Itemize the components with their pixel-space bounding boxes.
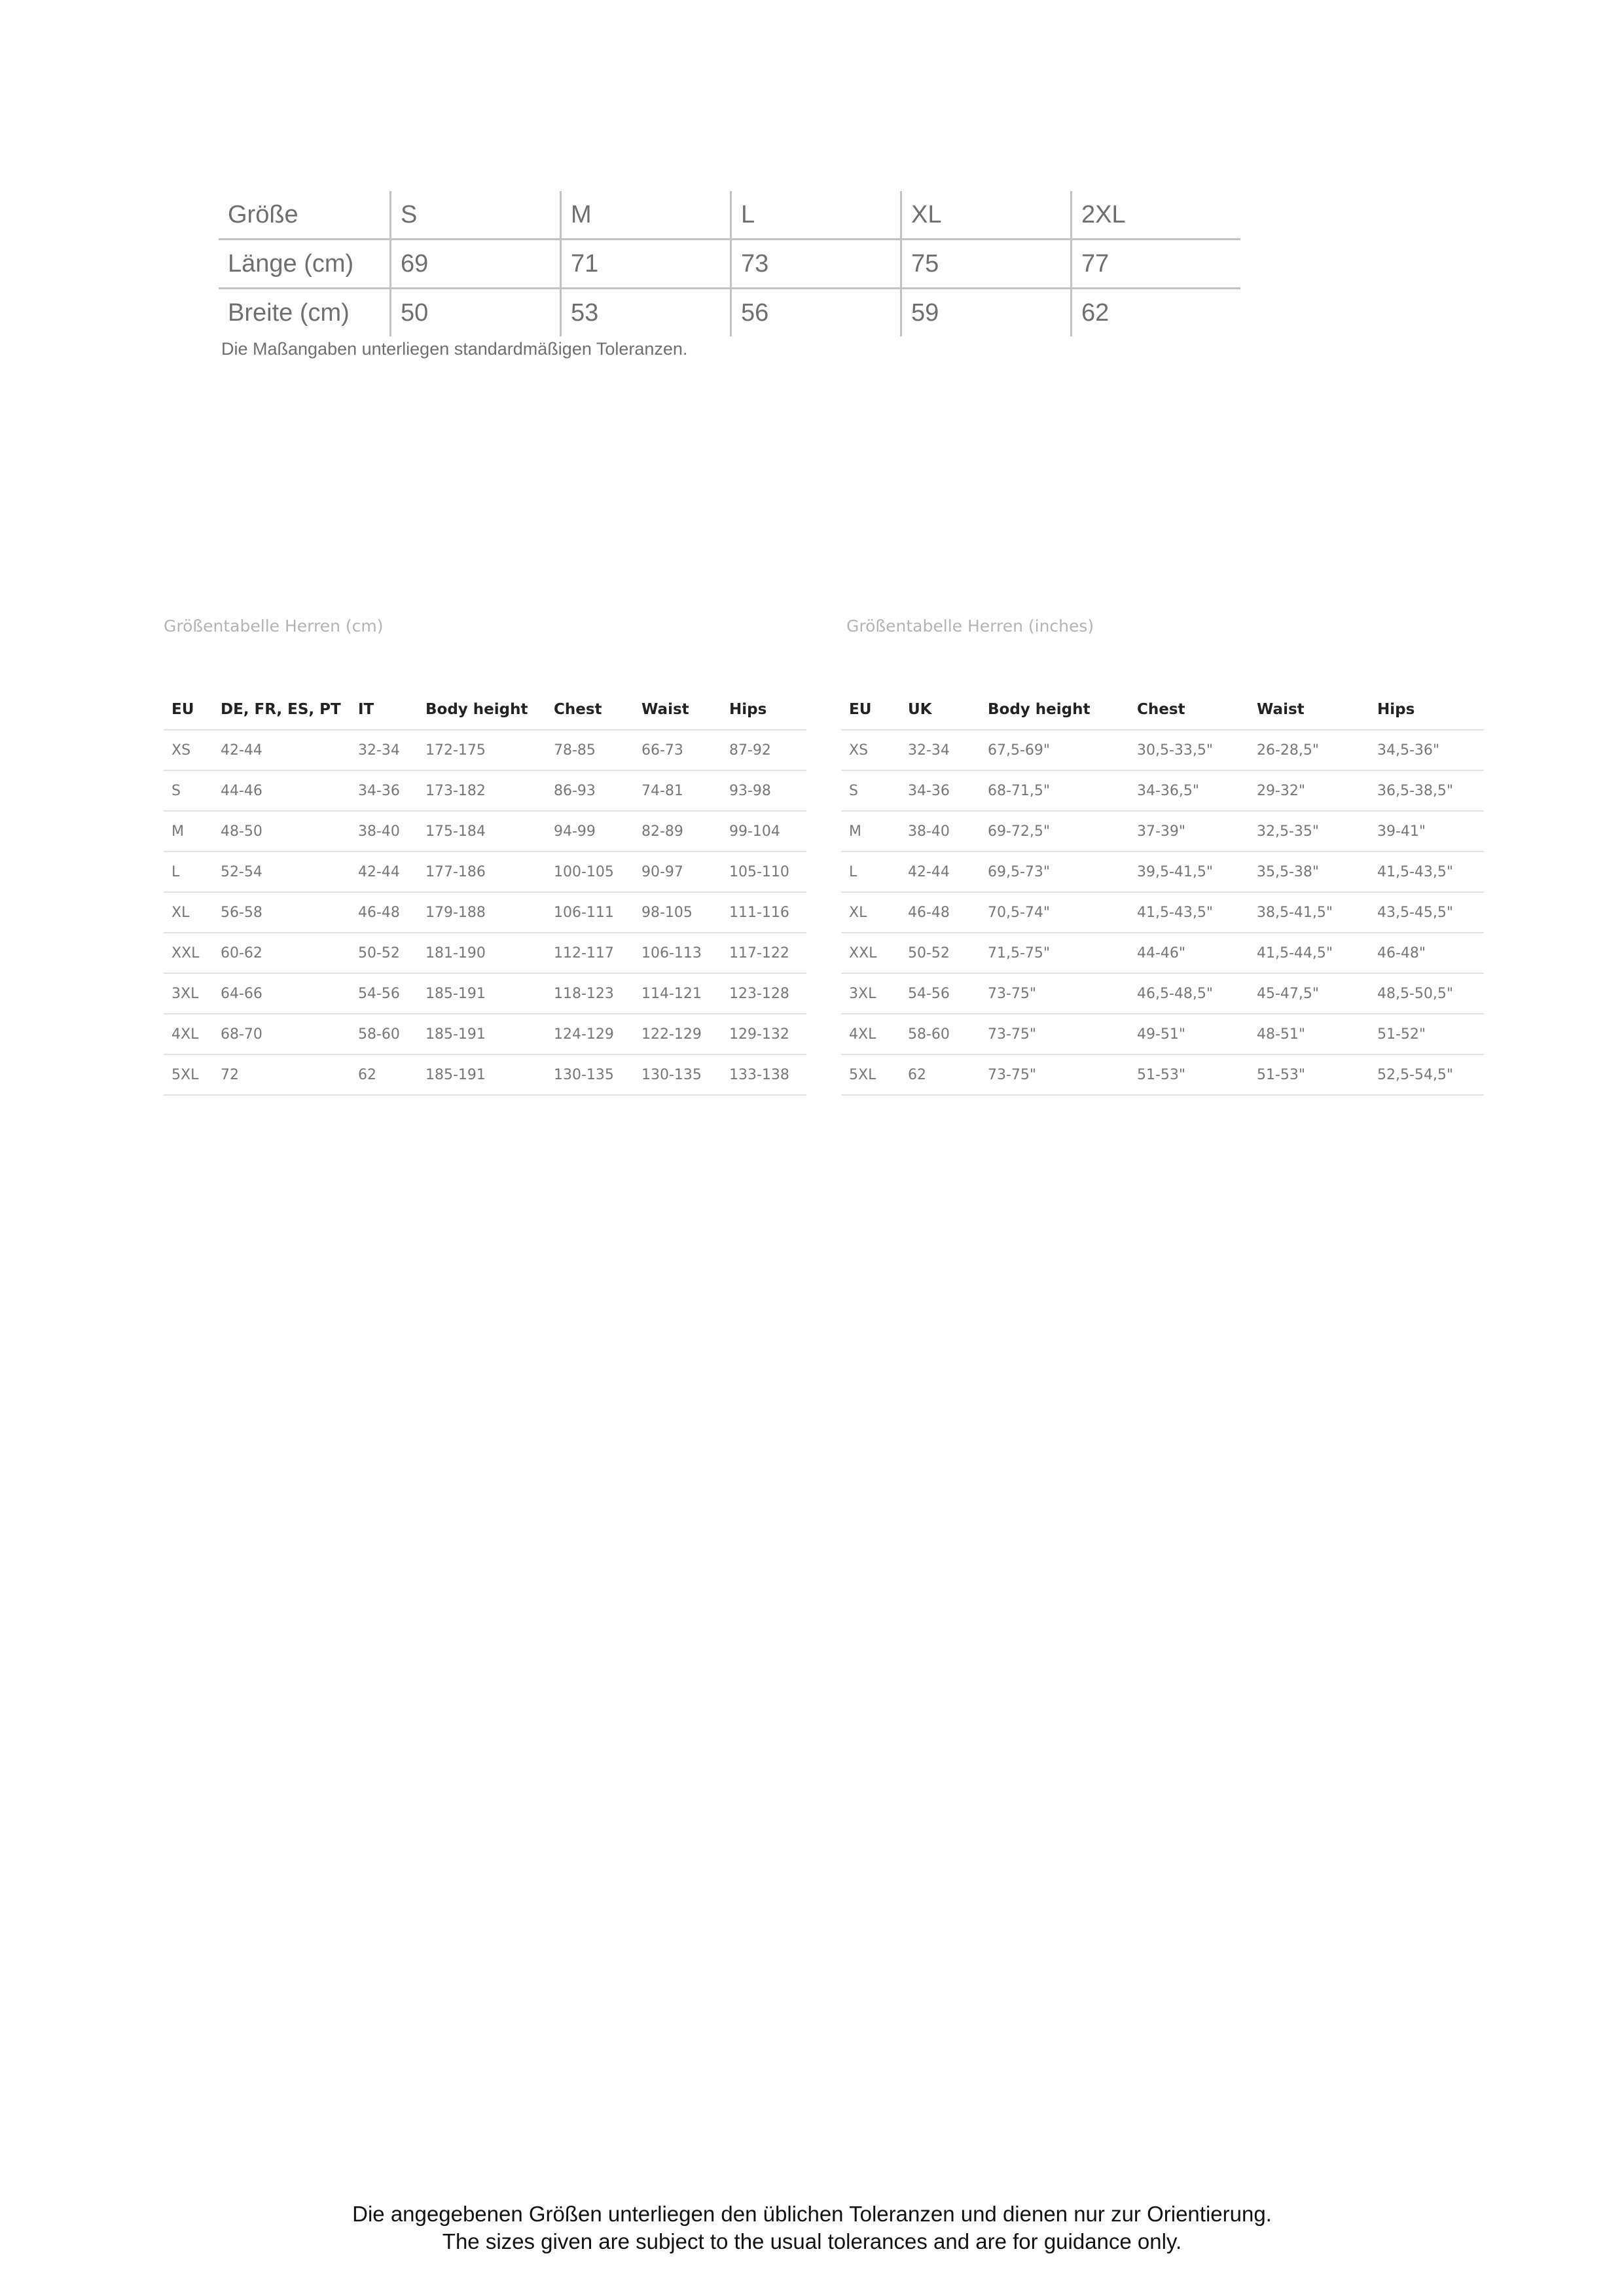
table-cell: 129-132 xyxy=(721,1014,806,1054)
table-cell: 66-73 xyxy=(634,730,721,770)
table-cell: 124-129 xyxy=(546,1014,634,1054)
table-row xyxy=(841,973,1484,1014)
column-header: UK xyxy=(900,690,980,730)
table-cell: Größe xyxy=(219,191,391,240)
table-cell: Länge (cm) xyxy=(219,240,391,289)
table-cell: 41,5-44,5" xyxy=(1249,933,1369,973)
table-cell: 62 xyxy=(1071,289,1240,337)
table-row xyxy=(841,811,1484,852)
table-cell: 32-34 xyxy=(350,730,418,770)
table-cell: S xyxy=(841,770,900,811)
column-header: Chest xyxy=(1129,690,1249,730)
table-cell: 43,5-45,5" xyxy=(1369,892,1484,933)
size-measurements-table xyxy=(219,191,1240,336)
table-cell: 73 xyxy=(731,240,901,289)
table-cell: 58-60 xyxy=(350,1014,418,1054)
table-cell: 73-75" xyxy=(980,1054,1129,1095)
table-cell: 70,5-74" xyxy=(980,892,1129,933)
table-cell: 54-56 xyxy=(900,973,980,1014)
column-header: Hips xyxy=(721,690,806,730)
table-row xyxy=(841,852,1484,892)
table-cell: 67,5-69" xyxy=(980,730,1129,770)
table-cell: 99-104 xyxy=(721,811,806,852)
table-cell: 181-190 xyxy=(418,933,546,973)
table-row xyxy=(841,933,1484,973)
table-cell: XL xyxy=(841,892,900,933)
column-header: Waist xyxy=(634,690,721,730)
table-cell: 185-191 xyxy=(418,1054,546,1095)
men-size-table-cm xyxy=(164,690,806,1096)
table-cell: 45-47,5" xyxy=(1249,973,1369,1014)
table-cell: 60-62 xyxy=(213,933,350,973)
table-row xyxy=(164,933,806,973)
column-header: Chest xyxy=(546,690,634,730)
table-cell: 58-60 xyxy=(900,1014,980,1054)
table-cell: 118-123 xyxy=(546,973,634,1014)
table-cell: 34,5-36" xyxy=(1369,730,1484,770)
table-cell: 3XL xyxy=(841,973,900,1014)
table-cell: 86-93 xyxy=(546,770,634,811)
table-cell: 69-72,5" xyxy=(980,811,1129,852)
table-cell: 35,5-38" xyxy=(1249,852,1369,892)
table-cell: 177-186 xyxy=(418,852,546,892)
table-row xyxy=(164,770,806,811)
table-cell: 29-32" xyxy=(1249,770,1369,811)
footer-line-english: The sizes given are subject to the usual tolerances and are for guidance only. xyxy=(442,2229,1182,2253)
table-cell: 38-40 xyxy=(900,811,980,852)
table-cell: 5XL xyxy=(164,1054,213,1095)
table-cell: 105-110 xyxy=(721,852,806,892)
size-measurements-body xyxy=(219,191,1240,336)
table-cell: M xyxy=(841,811,900,852)
table-row xyxy=(164,973,806,1014)
table-cell: 44-46" xyxy=(1129,933,1249,973)
footer-line-german: Die angegebenen Größen unterliegen den üblichen Toleranzen und dienen nur zur Orientierung. xyxy=(352,2202,1272,2226)
table-cell: 172-175 xyxy=(418,730,546,770)
table-cell: 72 xyxy=(213,1054,350,1095)
table-cell: 98-105 xyxy=(634,892,721,933)
table-cell: 42-44 xyxy=(900,852,980,892)
table-cell: 41,5-43,5" xyxy=(1129,892,1249,933)
table-cell: 74-81 xyxy=(634,770,721,811)
table-cell: 42-44 xyxy=(213,730,350,770)
table-cell: 48,5-50,5" xyxy=(1369,973,1484,1014)
column-header: DE, FR, ES, PT xyxy=(213,690,350,730)
table-cell: XL xyxy=(164,892,213,933)
table-cell: 52-54 xyxy=(213,852,350,892)
table-cell: 32,5-35" xyxy=(1249,811,1369,852)
table-cell: 46-48 xyxy=(900,892,980,933)
table-cell: 173-182 xyxy=(418,770,546,811)
table-row xyxy=(164,852,806,892)
table-cell: 62 xyxy=(900,1054,980,1095)
table-cell: L xyxy=(164,852,213,892)
table-cell: 59 xyxy=(901,289,1071,337)
column-header: Hips xyxy=(1369,690,1484,730)
table-row xyxy=(164,892,806,933)
table-cell: 3XL xyxy=(164,973,213,1014)
table-cell: 26-28,5" xyxy=(1249,730,1369,770)
table-cell: 73-75" xyxy=(980,973,1129,1014)
table-cell: 38-40 xyxy=(350,811,418,852)
table-body xyxy=(164,730,806,1095)
table-cell: 48-51" xyxy=(1249,1014,1369,1054)
table-cell: 179-188 xyxy=(418,892,546,933)
table-cell: 32-34 xyxy=(900,730,980,770)
table-cell: 2XL xyxy=(1071,191,1240,240)
table-row xyxy=(219,240,1240,289)
table-row xyxy=(219,289,1240,337)
table-cell: 42-44 xyxy=(350,852,418,892)
table-cell: 50 xyxy=(391,289,561,337)
table-cell: 4XL xyxy=(164,1014,213,1054)
table-cell: 175-184 xyxy=(418,811,546,852)
table-cell: 185-191 xyxy=(418,973,546,1014)
table-cell: 5XL xyxy=(841,1054,900,1095)
table-cell: 82-89 xyxy=(634,811,721,852)
table-cell: XS xyxy=(841,730,900,770)
table-row xyxy=(841,770,1484,811)
men-cm-title: Größentabelle Herren (cm) xyxy=(164,617,384,636)
table-cell: 69,5-73" xyxy=(980,852,1129,892)
table-row xyxy=(219,191,1240,240)
table-cell: 36,5-38,5" xyxy=(1369,770,1484,811)
table-cell: S xyxy=(391,191,561,240)
table-cell: 46,5-48,5" xyxy=(1129,973,1249,1014)
table-cell: 46-48" xyxy=(1369,933,1484,973)
table-cell: 73-75" xyxy=(980,1014,1129,1054)
table-cell: 56 xyxy=(731,289,901,337)
table-cell: 87-92 xyxy=(721,730,806,770)
tolerance-note: Die Maßangaben unterliegen standardmäßigen Toleranzen. xyxy=(221,339,688,359)
table-row xyxy=(164,1054,806,1095)
table-cell: XXL xyxy=(841,933,900,973)
table-cell: 46-48 xyxy=(350,892,418,933)
table-cell: XXL xyxy=(164,933,213,973)
table-cell: 51-53" xyxy=(1249,1054,1369,1095)
table-row xyxy=(164,730,806,770)
table-cell: 185-191 xyxy=(418,1014,546,1054)
table-cell: 51-52" xyxy=(1369,1014,1484,1054)
table-cell: 51-53" xyxy=(1129,1054,1249,1095)
table-cell: 39-41" xyxy=(1369,811,1484,852)
table-cell: 53 xyxy=(561,289,731,337)
men-inches-title: Größentabelle Herren (inches) xyxy=(846,617,1094,636)
table-cell: 68-70 xyxy=(213,1014,350,1054)
table-cell: M xyxy=(164,811,213,852)
table-cell: 130-135 xyxy=(634,1054,721,1095)
table-cell: 90-97 xyxy=(634,852,721,892)
footer-disclaimer xyxy=(0,2200,1624,2255)
table-cell: 50-52 xyxy=(900,933,980,973)
table-row xyxy=(164,811,806,852)
table-row xyxy=(841,892,1484,933)
table-cell: S xyxy=(164,770,213,811)
table-cell: 130-135 xyxy=(546,1054,634,1095)
column-header: Body height xyxy=(418,690,546,730)
table-cell: 52,5-54,5" xyxy=(1369,1054,1484,1095)
table-cell: Breite (cm) xyxy=(228,298,350,327)
table-cell: 78-85 xyxy=(546,730,634,770)
table-cell: 100-105 xyxy=(546,852,634,892)
table-cell: 37-39" xyxy=(1129,811,1249,852)
table-row xyxy=(164,1014,806,1054)
table-cell: 71 xyxy=(561,240,731,289)
table-row xyxy=(841,730,1484,770)
table-cell: 112-117 xyxy=(546,933,634,973)
table-cell: 69 xyxy=(391,240,561,289)
table-cell: 48-50 xyxy=(213,811,350,852)
table-cell: 71,5-75" xyxy=(980,933,1129,973)
table-header-row xyxy=(164,690,806,730)
column-header: IT xyxy=(350,690,418,730)
table-row xyxy=(841,1014,1484,1054)
table-cell: 62 xyxy=(350,1054,418,1095)
table-body xyxy=(841,730,1484,1095)
table-cell: 123-128 xyxy=(721,973,806,1014)
table-cell: 50-52 xyxy=(350,933,418,973)
column-header: Waist xyxy=(1249,690,1369,730)
table-cell: 30,5-33,5" xyxy=(1129,730,1249,770)
table-cell: 44-46 xyxy=(213,770,350,811)
men-size-table-inches xyxy=(841,690,1484,1096)
column-header: EU xyxy=(841,690,900,730)
table-cell: 56-58 xyxy=(213,892,350,933)
table-cell: L xyxy=(731,191,901,240)
table-cell: 34-36,5" xyxy=(1129,770,1249,811)
table-cell: 34-36 xyxy=(900,770,980,811)
table-cell: XS xyxy=(164,730,213,770)
table-cell: 54-56 xyxy=(350,973,418,1014)
table-cell: 94-99 xyxy=(546,811,634,852)
table-cell: 64-66 xyxy=(213,973,350,1014)
table-cell: 133-138 xyxy=(721,1054,806,1095)
table-cell: 4XL xyxy=(841,1014,900,1054)
table-cell: 114-121 xyxy=(634,973,721,1014)
table-cell: 122-129 xyxy=(634,1014,721,1054)
table-cell: 41,5-43,5" xyxy=(1369,852,1484,892)
table-cell: M xyxy=(561,191,731,240)
table-cell: 106-113 xyxy=(634,933,721,973)
table-cell: 75 xyxy=(901,240,1071,289)
table-cell: 106-111 xyxy=(546,892,634,933)
column-header: EU xyxy=(164,690,213,730)
table-cell: L xyxy=(841,852,900,892)
table-cell: 68-71,5" xyxy=(980,770,1129,811)
table-cell: 38,5-41,5" xyxy=(1249,892,1369,933)
table-header-row xyxy=(841,690,1484,730)
table-cell: 93-98 xyxy=(721,770,806,811)
table-row xyxy=(841,1054,1484,1095)
table-cell: XL xyxy=(901,191,1071,240)
table-cell: 49-51" xyxy=(1129,1014,1249,1054)
table-cell: 111-116 xyxy=(721,892,806,933)
table-cell: 117-122 xyxy=(721,933,806,973)
table-cell: 34-36 xyxy=(350,770,418,811)
table-cell: 39,5-41,5" xyxy=(1129,852,1249,892)
table-cell: 77 xyxy=(1071,240,1240,289)
column-header: Body height xyxy=(980,690,1129,730)
